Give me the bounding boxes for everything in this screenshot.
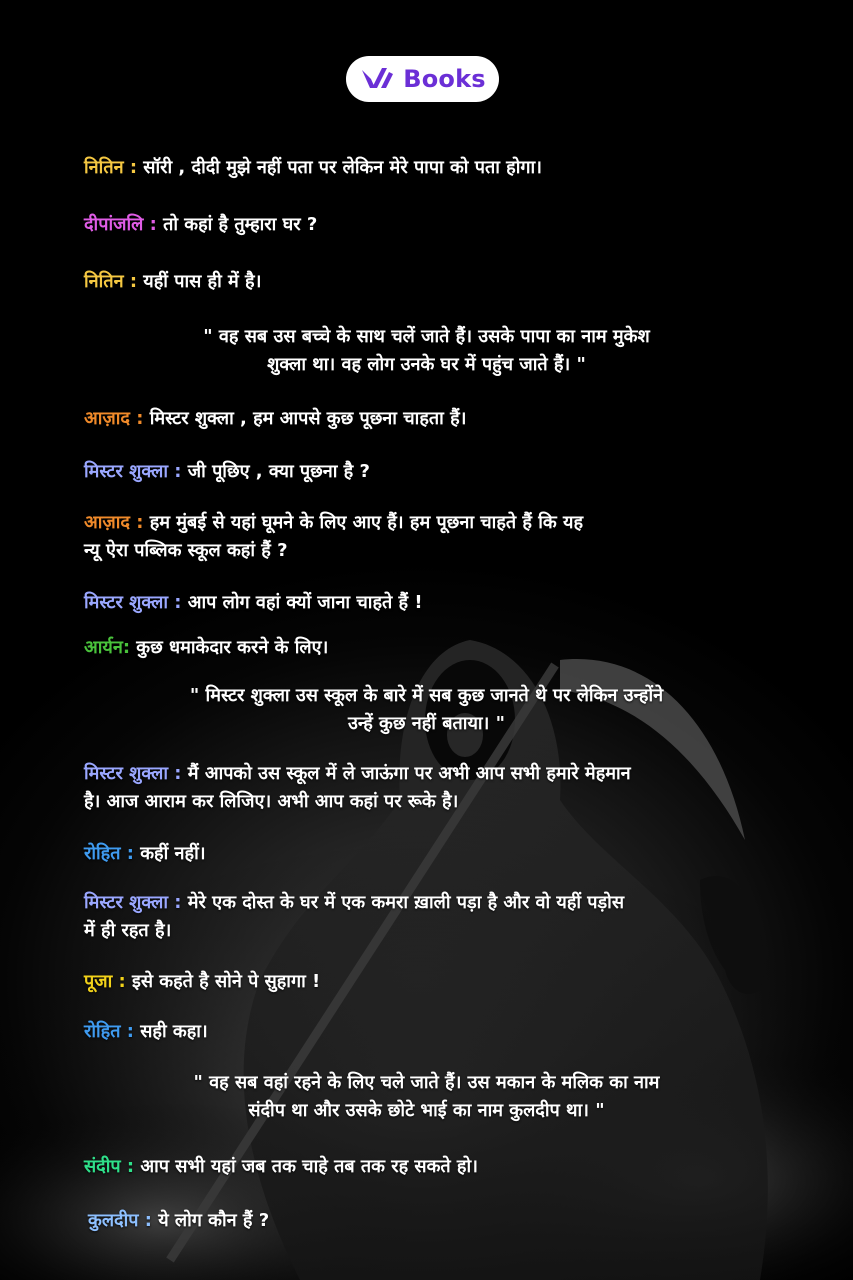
dialogue-text: हम मुंबई से यहां घूमने के लिए आए हैं। हम पूछना चाहते हैं कि यह (143, 512, 583, 533)
speaker-name: मिस्टर शुक्ला : (84, 763, 182, 784)
dialogue-text: कहीं नहीं। (133, 843, 206, 864)
dialogue-text: ये लोग कौन हैं ? (151, 1210, 270, 1231)
speaker-name: मिस्टर शुक्ला : (84, 461, 182, 482)
speaker-name: नितिन : (84, 157, 138, 178)
dialogue-text: यहीं पास ही में है। (137, 271, 262, 292)
narration-line: " वह सब वहां रहने के लिए चले जाते हैं। उस मकान के मलिक का नाम (193, 1072, 660, 1093)
dialogue-text: मेरे एक दोस्त के घर में एक कमरा ख़ाली पड़ा है और वो यहीं पड़ोस (181, 892, 624, 913)
dialogue-text: सॉरी , दीदी मुझे नहीं पता पर लेकिन मेरे पापा को पता होगा। (137, 157, 542, 178)
dialogue-text-continued: है। आज आराम कर लिजिए। अभी आप कहां पर रूके है। (84, 791, 459, 812)
narration-line: संदीप था और उसके छोटे भाई का नाम कुलदीप था। " (248, 1100, 605, 1121)
dialogue-line (84, 840, 206, 868)
dialogue-text: आप लोग वहां क्यों जाना चाहते हैं ! (181, 592, 423, 613)
dialogue-line (84, 889, 624, 945)
dialogue-line (88, 1207, 269, 1235)
brand-name: Books (403, 65, 486, 93)
speaker-name: मिस्टर शुक्ला : (84, 592, 182, 613)
speaker-name: आर्यन: (84, 637, 131, 658)
speaker-name: कुलदीप : (88, 1210, 152, 1231)
dialogue-line (84, 405, 466, 433)
speaker-name: दीपांजलि : (84, 214, 157, 235)
dialogue-line (84, 154, 542, 182)
narration-block (60, 323, 793, 379)
dialogue-line (84, 760, 631, 816)
dialogue-line (84, 1153, 478, 1181)
narration-block (60, 682, 793, 738)
dialogue-text: मैं आपको उस स्कूल में ले जाऊंगा पर अभी आप सभी हमारे मेहमान (181, 763, 631, 784)
books-badge[interactable] (346, 56, 499, 102)
dialogue-text-continued: न्यू ऐरा पब्लिक स्कूल कहां हैं ? (84, 540, 288, 561)
dialogue-line (84, 968, 320, 996)
dialogue-text: सही कहा। (133, 1021, 208, 1042)
dialogue-text: कुछ धमाकेदार करने के लिए। (130, 637, 329, 658)
speaker-name: मिस्टर शुक्ला : (84, 892, 182, 913)
dialogue-line (84, 268, 261, 296)
dialogue-line (84, 634, 328, 662)
dialogue-text: इसे कहते है सोने पे सुहागा ! (125, 971, 321, 992)
speaker-name: आज़ाद : (84, 512, 144, 533)
narration-line: " वह सब उस बच्चे के साथ चलें जाते हैं। उसके पापा का नाम मुकेश (203, 326, 650, 347)
narration-block (60, 1069, 793, 1125)
narration-line: शुक्ला था। वह लोग उनके घर में पहुंच जाते हैं। " (267, 354, 586, 375)
books-logo-icon (359, 65, 395, 93)
dialogue-text: तो कहां है तुम्हारा घर ? (156, 214, 318, 235)
dialogue-line (84, 589, 423, 617)
speaker-name: संदीप : (84, 1156, 135, 1177)
speaker-name: पूजा : (84, 971, 126, 992)
speaker-name: आज़ाद : (84, 408, 144, 429)
narration-line: " मिस्टर शुक्ला उस स्कूल के बारे में सब कुछ जानते थे पर लेकिन उन्होंने (189, 685, 664, 706)
dialogue-text: जी पूछिए , क्या पूछना है ? (181, 461, 370, 482)
speaker-name: नितिन : (84, 271, 138, 292)
dialogue-line (84, 509, 583, 565)
dialogue-text-continued: में ही रहत है। (84, 920, 172, 941)
speaker-name: रोहित : (84, 843, 134, 864)
dialogue-line (84, 211, 317, 239)
dialogue-text: मिस्टर शुक्ला , हम आपसे कुछ पूछना चाहता हैं। (143, 408, 467, 429)
narration-line: उन्हें कुछ नहीं बताया। " (347, 713, 506, 734)
dialogue-line (84, 1018, 208, 1046)
speaker-name: रोहित : (84, 1021, 134, 1042)
dialogue-line (84, 458, 370, 486)
dialogue-text: आप सभी यहां जब तक चाहे तब तक रह सकते हो। (134, 1156, 478, 1177)
